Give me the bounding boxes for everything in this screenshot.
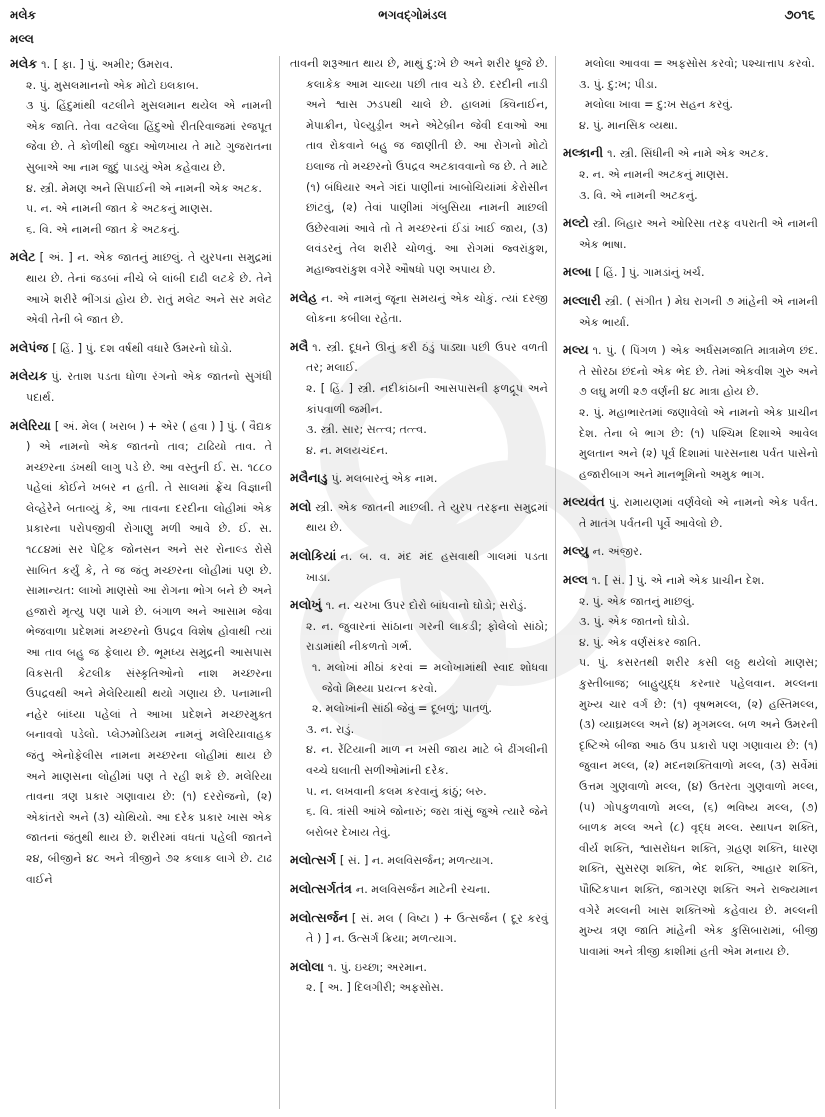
definition-line <box>290 879 548 901</box>
definition-text: ૩. પું. દુ:ખ; પીડા. <box>579 77 658 91</box>
definition-text: ૧. [ સં. ] પું. એ નામે એક પ્રાચીન દેશ. <box>591 574 765 588</box>
dictionary-entry <box>290 54 548 281</box>
definition-line <box>10 96 272 178</box>
headword: મલેક <box>10 56 38 71</box>
definition-text: ૪. પું. માનસિક વ્યથા. <box>579 118 678 132</box>
definition-line <box>563 592 818 613</box>
headword: મલ્લ <box>563 572 588 588</box>
definition-line <box>290 782 548 803</box>
definition-text: ૪. સ્ત્રી. મેમણ અને સિપાઈની એ નામની એક અટક. <box>26 181 262 195</box>
definition-text: ૧. સ્ત્રી. દૂધને ઊનું કરી ઠંડું પાડ્યા પછી ઉપર વળતી તર; મલાઈ. <box>306 340 548 375</box>
definition-text: ૩. વિ. એ નામની અટકનું. <box>579 188 698 202</box>
dictionary-entry <box>563 340 818 485</box>
definition-text: ન. અંજીર. <box>592 545 643 559</box>
definition-line <box>290 957 548 979</box>
definition-text: ૪. ન. મલયચંદન. <box>306 443 389 457</box>
dictionary-entry <box>290 497 548 539</box>
definition-line <box>10 220 272 241</box>
dictionary-entry <box>563 54 818 136</box>
definition-line <box>563 116 818 137</box>
definition-line <box>290 420 548 441</box>
idiom-line <box>290 699 548 720</box>
definition-text: ૩ પું. હિંદુમાંથી વટલીને મુસલમાન થયેલ એ નામની એક જાતિ. તેવા વટલેલા હિંદુઓ રીતરિવાજમાં રજપૂત જેવા છે. તે કોળીથી જુદા ઓળખાય તે માટે ગુજરાતના સુબાએ આ નામ જુદું પાડયું એમ કહેવાય છે. <box>26 99 272 174</box>
column-2 <box>290 54 548 1006</box>
definition-text: ૨. મલોખાંની સાંઠી જેવું = દૂબળું; પાતળું. <box>312 702 492 716</box>
dictionary-entry <box>563 262 818 284</box>
definition-text: ૨. [ હિં. ] સ્ત્રી. નદીકાંઠાની આસપાસની ફળદ્રૂપ અને કાંપવાળી જમીન. <box>306 381 548 416</box>
dictionary-entry <box>563 291 818 333</box>
headword: મલ્બા <box>563 264 592 280</box>
headword: મલેરિયા <box>10 417 51 433</box>
dictionary-entry <box>290 850 548 872</box>
headword: મલ્ય <box>563 342 589 358</box>
definition-text: [ અં. મેલ ( ખરાબ ) + એર ( હવા ) ] પું. ( વૈદ્યક ) એ નામનો એક જાતનો તાવ; ટાઢિયો તાવ. તે મચ્છરના ડંખથી લાગુ પડે છે. આ વસ્તુની ઈ. સ. ૧૮૮૦ પહેલાં કોઈને ખબર ન હતી. તે સાલમાં ફ્રેંચ વિજ્ઞાની લેવ્હેરેને બતાવ્યું કે, આ તાવના દરદીના લોહીમાં એક પ્રકારના પરોપજીવી રોગાણુ મળી આવે છે. ઈ. સ. ૧૮૮૪માં સર પેટ્રિક જોનસન અને સર રોનાલ્ડ રોસે સાબિત કર્યું કે, તે જ જંતુ મચ્છરના લોહીમાં પણ છે. સામાન્યત: લાખો માણસો આ રોગના ભોગ બને છે અને હજારો મૃત્યુ પણ પામે છે. બંગાળ અને આસામ જેવા ભેજવાળા પ્રદેશમાં મચ્છરનો ઉપદ્રવ વિશેષ હોવાથી ત્યાં આ તાવ બહુ જ ફેલાય છે. ભૂમધ્ય સમુદ્રની આસપાસ વિકસતી કેટલીક સંસ્કૃતિઓનો નાશ મચ્છરના ઉપદ્રવથી અને મેલેરિયાથી થયો ગણાય છે. પનામાની નહેર બાંધ્યા પહેલાં તે આખા પ્રદેશને મચ્છરમુક્ત બનાવવો પડેલો. પ્લેઝમોડિયમ નામનું મલેરિયાવાહક જંતુ એનોફેલીસ નામના મચ્છરના લોહીમાં થાય છે અને માણસના લોહીમાં પણ તે રહી શકે છે. મલેરિયા તાવના ત્રણ પ્રકાર ગણાવાય છે: (૧) દરરોજનો, (૨) એકાંતરો અને (૩) ચોથિયો. આ દરેક પ્રકાર ખાસ એક જાતનાં જંતુથી થાય છે. શરીરમાં વધતાં પહેલી જાતને ૨૪, બીજીને ૪૮ અને ત્રીજીને ૭૨ કલાક લાગે છે. ટાઢ વાઈને <box>26 419 272 886</box>
definition-line <box>563 633 818 654</box>
definition-line <box>563 143 818 165</box>
headword: મલોલા <box>290 958 324 974</box>
dictionary-entry <box>10 54 272 240</box>
definition-line <box>290 617 548 658</box>
definition-text: સ્ત્રી. બિહાર અને ઓરિસા તરફ વપરાતી એ નામની એક ભાષા. <box>579 217 818 251</box>
definition-line <box>290 441 548 462</box>
headword: મલ્લારી <box>563 292 601 308</box>
headword: મલેટ <box>10 249 36 265</box>
idiom-line <box>563 54 818 75</box>
guide-word-top: મલેક <box>10 8 37 22</box>
headword: મલ્યુ <box>563 543 589 559</box>
dictionary-entry <box>563 143 818 206</box>
definition-text: સ્ત્રી. ( સંગીત ) મેઘ રાગની ૭ માંહેની એ નામની એક ભાર્યા. <box>579 294 818 329</box>
definition-text: પું. રામાયણમાં વર્ણવેલો એ નામનો એક પર્વત. તે માતંગ પર્વતની પૂર્વે આવેલો છે. <box>579 496 818 530</box>
definition-line <box>10 54 272 76</box>
definition-text: ૨. પું. મુસલમાનનો એક મોટો ઇલકાબ. <box>26 78 199 92</box>
definition-line <box>563 186 818 207</box>
definition-line <box>290 595 548 617</box>
definition-line <box>563 291 818 333</box>
definition-text: મલોલા આવવા = અફસોસ કરવો; પશ્ચાત્તાપ કરવો. <box>585 57 815 70</box>
headword: મલૈ <box>290 338 309 354</box>
column-divider <box>555 56 556 1109</box>
headword: મલેપંજ <box>10 339 49 355</box>
page-title: ભગવદ્ગોમંડલ <box>378 8 447 22</box>
definition-text: [ હિં. ] પું. ગામડાંનું ખર્ચ. <box>595 266 705 280</box>
definition-line <box>290 978 548 999</box>
definition-text: ૧. પું. ઇચ્છા; અરમાન. <box>327 960 427 974</box>
definition-text: પું. મલબારનું એક નામ. <box>331 472 438 486</box>
definition-text: ૫. ન. એ નામની જાત કે અટકનું માણસ. <box>26 202 213 216</box>
definition-text: ૧. મલોખાં મીઠાં કરવાં = મલોખામાંથી સ્વાદ શોધવા જેવો મિથ્યા પ્રયત્ન કરવો. <box>312 661 548 695</box>
definition-line <box>290 54 548 281</box>
headword: મલૈનાડુ <box>290 470 328 486</box>
definition-text: [ હિં. ] પું. દશ વર્ષથી વધારે ઉમરનો ઘોડો. <box>52 341 233 355</box>
definition-line <box>10 199 272 220</box>
headword: મલ્કાની <box>563 145 604 161</box>
page-number: ૭૦૧૬ <box>784 8 815 23</box>
column-1 <box>10 54 272 897</box>
dictionary-entry <box>10 338 272 360</box>
definition-text: મલોલા ખાવા = દુ:ખ સહન કરવું. <box>585 98 733 112</box>
definition-line <box>290 337 548 379</box>
definition-line <box>10 179 272 200</box>
definition-line <box>290 720 548 741</box>
page-header <box>10 8 815 46</box>
definition-text: સ્ત્રી. એક જાતની માછલી. તે યુરપ તરફના સમુદ્રમાં થાય છે. <box>306 500 548 535</box>
definition-text: ૪. પું. એક વર્ણસંકર જાતિ. <box>579 635 702 649</box>
dictionary-entry <box>563 492 818 534</box>
dictionary-entry <box>290 546 548 588</box>
definition-line <box>10 76 272 97</box>
definition-line <box>563 262 818 284</box>
headword: મલ્યવંત <box>563 494 605 510</box>
definition-line <box>290 379 548 420</box>
headword: મલેયક <box>10 368 48 384</box>
definition-line <box>563 612 818 633</box>
definition-line <box>290 546 548 588</box>
definition-text: ૪. ન. રેંટિયાની માળ ન ખસી જાય માટે બે ઢીંગલીની વચ્ચે ઘલાતી સળીઓમાંની દરેક. <box>306 743 548 777</box>
definition-line <box>563 403 818 485</box>
definition-line <box>290 468 548 490</box>
definition-text: ૫. પું. કસરતથી શરીર કસી લઠ્ઠ થયેલો માણસ; કુસ્તીબાજ; બાહુયુદ્ધ કરનાર પહેલવાન. મલ્લના મુખ્ય ચાર વર્ગ છે: (૧) વૃષભમલ્લ, (૨) હસ્તિમલ્લ, (૩) વ્યાઘ્રમલ્લ અને (૪) મૃગમલ્લ. બળ અને ઉમરની દૃષ્ટિએ બીજા આઠ ઉપ પ્રકારો પણ ગણાવાય છે: (૧) જુવાન મલ્લ, (૨) મદનશક્તિવાળો મલ્લ, (૩) સર્વેમાં ઉત્તમ ગુણવાળો મલ્લ, (૪) ઉતરતા ગુણવાળો મલ્લ, (૫) ગોપકુળવાળો મલ્લ, (૬) ભવિષ્ય મલ્લ, (૭) બાળક મલ્લ અને (૮) વૃદ્ધ મલ્લ. સ્થાપન શક્તિ, વીર્ય શક્તિ, શ્વાસરોધન શક્તિ, ગ્રહણ શક્તિ, ધારણ શક્તિ, સુસરણ શક્તિ, ભેદ શક્તિ, આહાર શક્તિ, પૌષ્ટિકપાન શક્તિ, જાગરણ શક્તિ અને રાજ્યમાન વગેરે મલ્લની ખાસ શક્તિઓ કહેવાય છે. મલ્લની મુખ્ય ત્રણ જાતિ માંહેની એક કુસિબારામાં, બીજી પાવામાં અને ત્રીજી કાશીમાં હતી એમ મનાય છે. <box>579 656 818 958</box>
dictionary-entry <box>290 957 548 999</box>
definition-text: ૬. વિ. ત્રાંસી આંખે જોનારું; જરા ત્રાંસું જુએ ત્યારે જેને બરોબર દેખાય તેવું. <box>306 805 548 839</box>
headword: મલ્ટો <box>563 215 589 231</box>
definition-line <box>563 340 818 403</box>
definition-text: ૨. ન. જુવારનાં સાંઠાના ગરની લાકડી; ફોલેલો સાંઠો; રાડામાંથી નીકળતો ગર્ભ. <box>306 619 548 654</box>
dictionary-entry <box>563 213 818 255</box>
definition-text: પું. રતાશ પડતા ધોળા રંગનો એક જાતનો સુગંધી પદાર્થ. <box>26 370 272 404</box>
definition-text: ન. એ નામનું જૂના સમયનું એક ચોકું. ત્યાં દરજી લોકના કબીલા રહેતા. <box>306 291 548 326</box>
headword: મલો <box>290 498 312 514</box>
definition-line <box>563 541 818 563</box>
definition-text: ૫. ન. લખવાની કલમ કરવાનું કાંઠું; બરુ. <box>306 784 487 798</box>
definition-line <box>10 338 272 360</box>
definition-text: ન. બ. વ. મંદ મંદ હસવાથી ગાલમાં પડતા ખાડા. <box>306 550 548 584</box>
dictionary-entry <box>10 416 272 891</box>
definition-line <box>10 366 272 408</box>
idiom-line <box>290 658 548 699</box>
definition-text: તાવની શરૂઆત થાય છે, માથું દુ:ખે છે અને શરીર ધ્રૂજે છે. કલાકેક આમ ચાલ્યા પછી તાવ ચડે છે. દરદીની નાડી અને શ્વાસ ઝડપથી ચાલે છે. હાલમાં ક્વિનાઈન, મેપાક્રીન, પેલ્યુડ્રીન અને એટેબ્રીન જેવી દવાઓ આ તાવ રોકવાને બહુ જ જાણીતી છે. આ રોગનો મોટો ઇલાજ તો મચ્છરનો ઉપદ્રવ અટકાવવાનો જ છે. તે માટે (૧) બંધિયાર અને ગંદાં પાણીનાં ખાબોચિયાંમાં કેરોસીન છાંટવું, (૨) તેવાં પાણીમાં ગંબુસિયા નામની માછલી ઉછેરવામાં આવે તો તે મચ્છરનાં ઈંડાં ખાઈ જાય, (૩) લવંડરનું તેલ શરીરે ચોળવું. આ રોગમાં જ્વરાંકુશ, મહાજ્વરાંકુશ વગેરે ઔષધો પણ અપાય છે. <box>290 57 548 276</box>
definition-line <box>563 653 818 962</box>
definition-text: ૩. સ્ત્રી. સાર; સત્ત્વ; તત્ત્વ. <box>306 423 427 437</box>
definition-text: ૨. પું. મહાભારતમાં જણાવેલો એ નામનો એક પ્રાચીન દેશ. તેના બે ભાગ છે: (૧) પશ્ચિમ દિશાએ આવેલ મુલતાન અને (૨) પૂર્વ દિશામાં પારસનાથ પર્વત પાસેનો હજારીબાગ અને માનભૂમિનો અમુક ભાગ. <box>579 405 818 481</box>
dictionary-entry <box>290 595 548 843</box>
definition-text: ૬. વિ. એ નામની જાત કે અટકનું. <box>26 222 180 236</box>
dictionary-entry <box>290 908 548 950</box>
headword: મલોત્સર્જન <box>290 909 348 925</box>
idiom-line <box>563 95 818 116</box>
definition-line <box>290 908 548 950</box>
dictionary-entry <box>290 879 548 901</box>
definition-text: ૩. ન. રાડું. <box>306 722 355 736</box>
dictionary-entry <box>290 288 548 330</box>
definition-text: ૨. ન. એ નામની અટકનું માણસ. <box>579 167 729 181</box>
definition-text: ૧. [ ફા. ] પું. અમીર; ઉમરાવ. <box>41 58 174 71</box>
definition-text: ૧. ન. ચરખા ઉપર દોરો બાંધવાનો ઘોડો; સરોડું. <box>325 599 527 613</box>
definition-line <box>10 416 272 891</box>
definition-text: [ અં. ] ન. એક જાતનું માછલું. તે યુરપના સમુદ્રમાં થાય છે. તેનાં જડબાં નીચે બે લાંબી દાઢી લટકે છે. તેને આખે શરીરે ભીંગડાં હોય છે. રાતું મલેટ અને સર મલેટ એવી તેની બે જાત છે. <box>26 251 272 327</box>
definition-line <box>290 740 548 781</box>
definition-line <box>290 497 548 539</box>
dictionary-entry <box>290 337 548 462</box>
dictionary-entry <box>10 247 272 330</box>
definition-text: ૧. પું. ( પિંગળ ) એક અર્ધસમજાતિ માત્રામેળ છંદ. તે સોરઠા છંદનો એક ભેદ છે. તેમાં એકવીશ ગુરુ અને ૭ લઘુ મળી ૨૭ વર્ણની ૪૮ માત્રા હોય છે. <box>579 344 818 399</box>
dictionary-entry <box>563 570 818 962</box>
headword: મલોખું <box>290 597 322 613</box>
headword: મલોકિયાં <box>290 548 337 564</box>
headword: મલેહ <box>290 289 318 305</box>
definition-line <box>563 492 818 534</box>
guide-word-bottom: મલ્લ <box>10 32 34 46</box>
column-divider <box>279 56 280 1109</box>
definition-line <box>290 288 548 330</box>
definition-line <box>563 213 818 255</box>
headword: મલોત્સર્ગતંત્ર <box>290 880 352 896</box>
dictionary-entry <box>10 366 272 408</box>
dictionary-entry <box>290 468 548 490</box>
definition-text: ન. મલવિસર્જન માટેની રચના. <box>355 882 491 896</box>
definition-text: ૨. [ અ. ] દિલગીરી; અફસોસ. <box>306 981 444 995</box>
definition-text: ૩. પું. એક જાતનો ઘોડો. <box>579 615 690 629</box>
dictionary-entry <box>563 541 818 563</box>
definition-text: ૧. સ્ત્રી. સિંધીની એ નામે એક અટક. <box>607 147 769 161</box>
definition-text: [ સં. મલ ( વિષ્ટા ) + ઉત્સર્જન ( દૂર કરવું તે ) ] ન. ઉત્સર્ગ ક્રિયા; મળત્યાગ. <box>306 911 548 946</box>
headword: મલોત્સર્ગ <box>290 852 336 868</box>
definition-text: [ સં. ] ન. મલવિસર્જન; મળત્યાગ. <box>339 854 494 868</box>
definition-line <box>563 570 818 592</box>
definition-line <box>563 165 818 186</box>
definition-line <box>10 247 272 330</box>
definition-line <box>290 802 548 843</box>
column-3 <box>563 54 818 969</box>
definition-line <box>290 850 548 872</box>
definition-line <box>563 75 818 96</box>
definition-text: ૨. પું. એક જાતનું માછલું. <box>579 594 695 608</box>
